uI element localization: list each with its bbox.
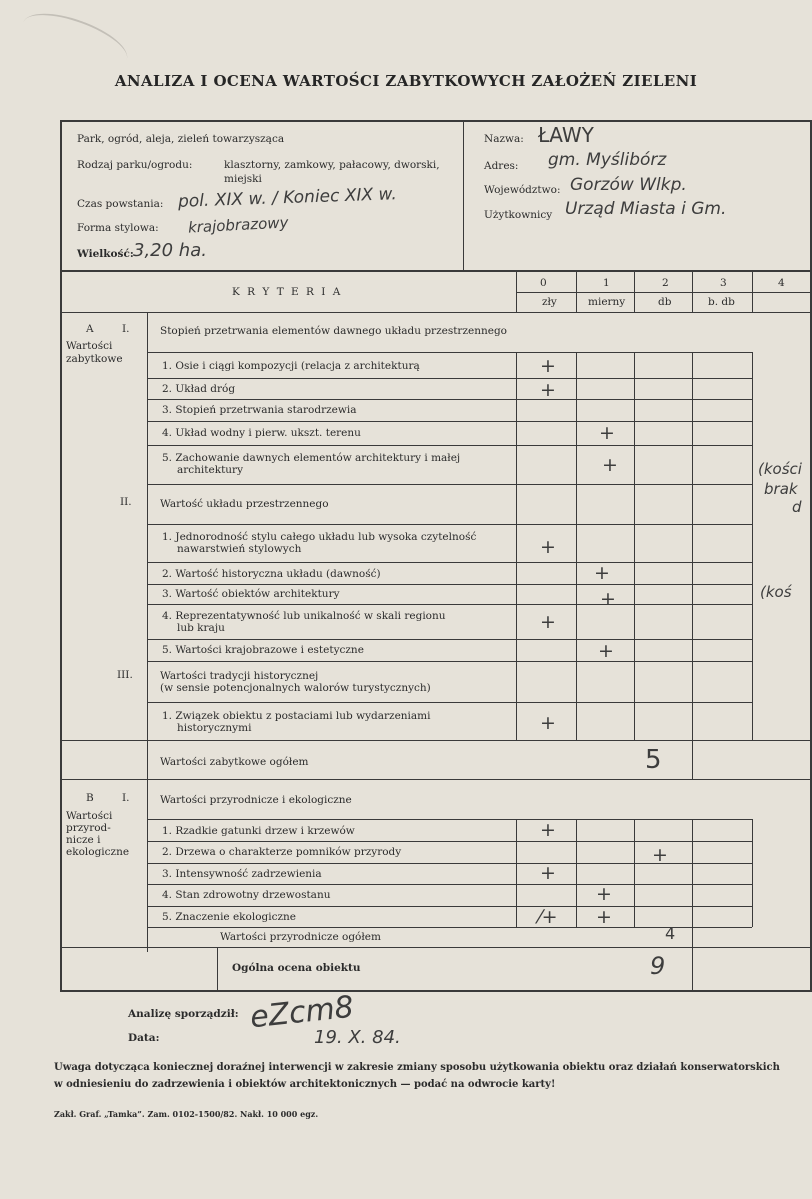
row-b1-label: 1. Rzadkie gatunki drzew i krzewów	[162, 825, 355, 837]
col-3-name: b. db	[708, 296, 735, 308]
group-a1-label: Stopień przetrwania elementów dawnego układu przestrzennego	[160, 325, 507, 337]
mark-a10: +	[598, 640, 614, 662]
date-label: Data:	[128, 1032, 160, 1044]
section-b-name-3: nicze i	[66, 834, 101, 846]
group-b1-label: Wartości przyrodnicze i ekologiczne	[160, 794, 352, 806]
note-line-2-a: w odniesieniu do zadrzewienia i obiektów architektonicznych —	[54, 1079, 414, 1090]
mark-a1: +	[540, 355, 556, 377]
section-a-name-2: zabytkowe	[66, 353, 123, 365]
col-2-name: db	[658, 296, 672, 308]
nazwa-label: Nazwa:	[484, 133, 524, 145]
mark-a8: +	[600, 588, 616, 610]
section-a-roman-1: I.	[122, 323, 130, 335]
margin-note-3: d	[792, 498, 802, 516]
adres-value: gm. Myślibórz	[548, 150, 667, 170]
col-2-num: 2	[662, 277, 669, 289]
row-a11-label-2: historycznymi	[177, 722, 252, 734]
row-a6-label-1: 1. Jednorodność stylu całego układu lub wysoka czytelność	[162, 531, 477, 543]
row-a8-label: 3. Wartość obiektów architektury	[162, 588, 340, 600]
paper-smudge	[16, 2, 134, 79]
analysis-signature: eZcm8	[248, 989, 356, 1036]
section-b-name-2: przyrod-	[66, 822, 111, 834]
margin-note-1: (kości	[758, 460, 802, 478]
mark-b4: +	[596, 883, 612, 905]
forma-value: krajobrazowy	[187, 213, 289, 237]
group-a2-label: Wartość układu przestrzennego	[160, 498, 329, 510]
section-a-letter: A	[86, 323, 94, 335]
criteria-label: K R Y T E R I A	[232, 286, 343, 298]
row-b2-label: 2. Drzewa o charakterze pomników przyrody	[162, 846, 402, 858]
row-a5-label-1: 5. Zachowanie dawnych elementów architektury i małej	[162, 452, 461, 464]
mark-b1: +	[540, 819, 556, 841]
group-a3-label-2: (w sensie potencjonalnych walorów turystycznych)	[160, 682, 431, 694]
mark-a2: +	[540, 379, 556, 401]
wielkosc-label: Wielkość:	[77, 248, 134, 260]
mark-a7: +	[594, 562, 610, 584]
note-line-1: Uwaga dotycząca koniecznej doraźnej interwencji w zakresie zmiany sposobu użytkowania obiektu oraz działań konserwatorskich	[54, 1062, 780, 1073]
czas-label: Czas powstania:	[77, 198, 164, 210]
section-b-roman-1: I.	[122, 792, 130, 804]
margin-note-2: brak	[764, 480, 798, 498]
wielkosc-value: 3,20 ha.	[133, 240, 207, 261]
section-b-letter: B	[86, 792, 94, 804]
row-a10-label: 5. Wartości krajobrazowe i estetyczne	[162, 644, 364, 656]
total-a-value: 5	[645, 745, 662, 775]
mark-a4: +	[599, 422, 615, 444]
section-a-roman-3: III.	[117, 669, 133, 681]
form-title: ANALIZA I OCENA WARTOŚCI ZABYTKOWYCH ZAŁOŻEŃ ZIELENI	[114, 72, 698, 90]
row-a9-label-2: lub kraju	[177, 622, 225, 634]
row-a6-label-2: nawarstwień stylowych	[177, 543, 302, 555]
row-a7-label: 2. Wartość historyczna układu (dawność)	[162, 568, 381, 580]
total-b-value: 4	[665, 924, 676, 943]
section-b-name-1: Wartości	[66, 810, 113, 822]
section-b-name-4: ekologiczne	[66, 846, 130, 858]
mark-a11: +	[540, 712, 556, 734]
adres-label: Adres:	[484, 160, 519, 172]
total-a-label: Wartości zabytkowe ogółem	[160, 756, 309, 768]
row-a1-label: 1. Osie i ciągi kompozycji (relacja z architekturą	[162, 360, 420, 372]
margin-note-4: (koś	[760, 583, 792, 601]
row-a11-label-1: 1. Związek obiektu z postaciami lub wydarzeniami	[162, 710, 431, 722]
park-type-line: Park, ogród, aleja, zieleń towarzysząca	[77, 133, 285, 145]
row-a4-label: 4. Układ wodny i pierw. ukszt. terenu	[162, 427, 361, 439]
row-b3-label: 3. Intensywność zadrzewienia	[162, 868, 322, 880]
wojewodztwo-value: Gorzów Wlkp.	[570, 175, 687, 195]
footer-print-info: Zakł. Graf. „Tamka”. Zam. 0102-1500/82. Nakł. 10 000 egz.	[54, 1109, 319, 1119]
mark-b5-crossed: ⁄+	[538, 906, 558, 928]
czas-value: pol. XIX w. / Koniec XIX w.	[177, 184, 398, 212]
nazwa-value: ŁAWY	[538, 123, 594, 147]
forma-label: Forma stylowa:	[77, 222, 159, 234]
section-a-name-1: Wartości	[66, 340, 113, 352]
date-value: 19. X. 84.	[314, 1027, 401, 1048]
header-divider	[463, 120, 464, 272]
row-a9-label-1: 4. Reprezentatywność lub unikalność w skali regionu	[162, 610, 446, 622]
note-line-2	[54, 1079, 555, 1091]
rodzaj-label: Rodzaj parku/ogrodu:	[77, 159, 193, 171]
row-a3-label: 3. Stopień przetrwania starodrzewia	[162, 404, 357, 416]
total-b-label: Wartości przyrodnicze ogółem	[220, 931, 381, 943]
wojewodztwo-label: Województwo:	[484, 184, 561, 196]
group-a3-label-1: Wartości tradycji historycznej	[160, 670, 319, 682]
mark-a6: +	[540, 536, 556, 558]
col-4-num: 4	[778, 277, 785, 289]
overall-label: Ogólna ocena obiektu	[232, 962, 361, 974]
row-a5-label-2: architektury	[177, 464, 244, 476]
row-b4-label: 4. Stan zdrowotny drzewostanu	[162, 889, 331, 901]
col-3-num: 3	[720, 277, 727, 289]
analysis-label: Analizę sporządził:	[128, 1008, 239, 1020]
mark-a5: +	[602, 454, 618, 476]
col-0-name: zły	[542, 296, 557, 308]
mark-b3: +	[540, 862, 556, 884]
uzytkownicy-label: Użytkownicy	[484, 209, 553, 221]
row-a2-label: 2. Układ dróg	[162, 383, 236, 395]
overall-value: 9	[650, 952, 666, 980]
mark-a9: +	[540, 611, 556, 633]
rodzaj-options-1: klasztorny, zamkowy, pałacowy, dworski,	[224, 159, 440, 171]
col-1-num: 1	[603, 277, 610, 289]
col-0-num: 0	[540, 277, 547, 289]
note-line-2-b: podać na odwrocie karty!	[413, 1079, 556, 1090]
mark-b5: +	[596, 906, 612, 928]
col-1-name: mierny	[588, 296, 626, 308]
row-b5-label: 5. Znaczenie ekologiczne	[162, 911, 297, 923]
uzytkownicy-value: Urząd Miasta i Gm.	[565, 199, 727, 219]
rodzaj-options-2: miejski	[224, 173, 262, 185]
section-a-roman-2: II.	[120, 496, 132, 508]
mark-b2: +	[652, 844, 668, 866]
